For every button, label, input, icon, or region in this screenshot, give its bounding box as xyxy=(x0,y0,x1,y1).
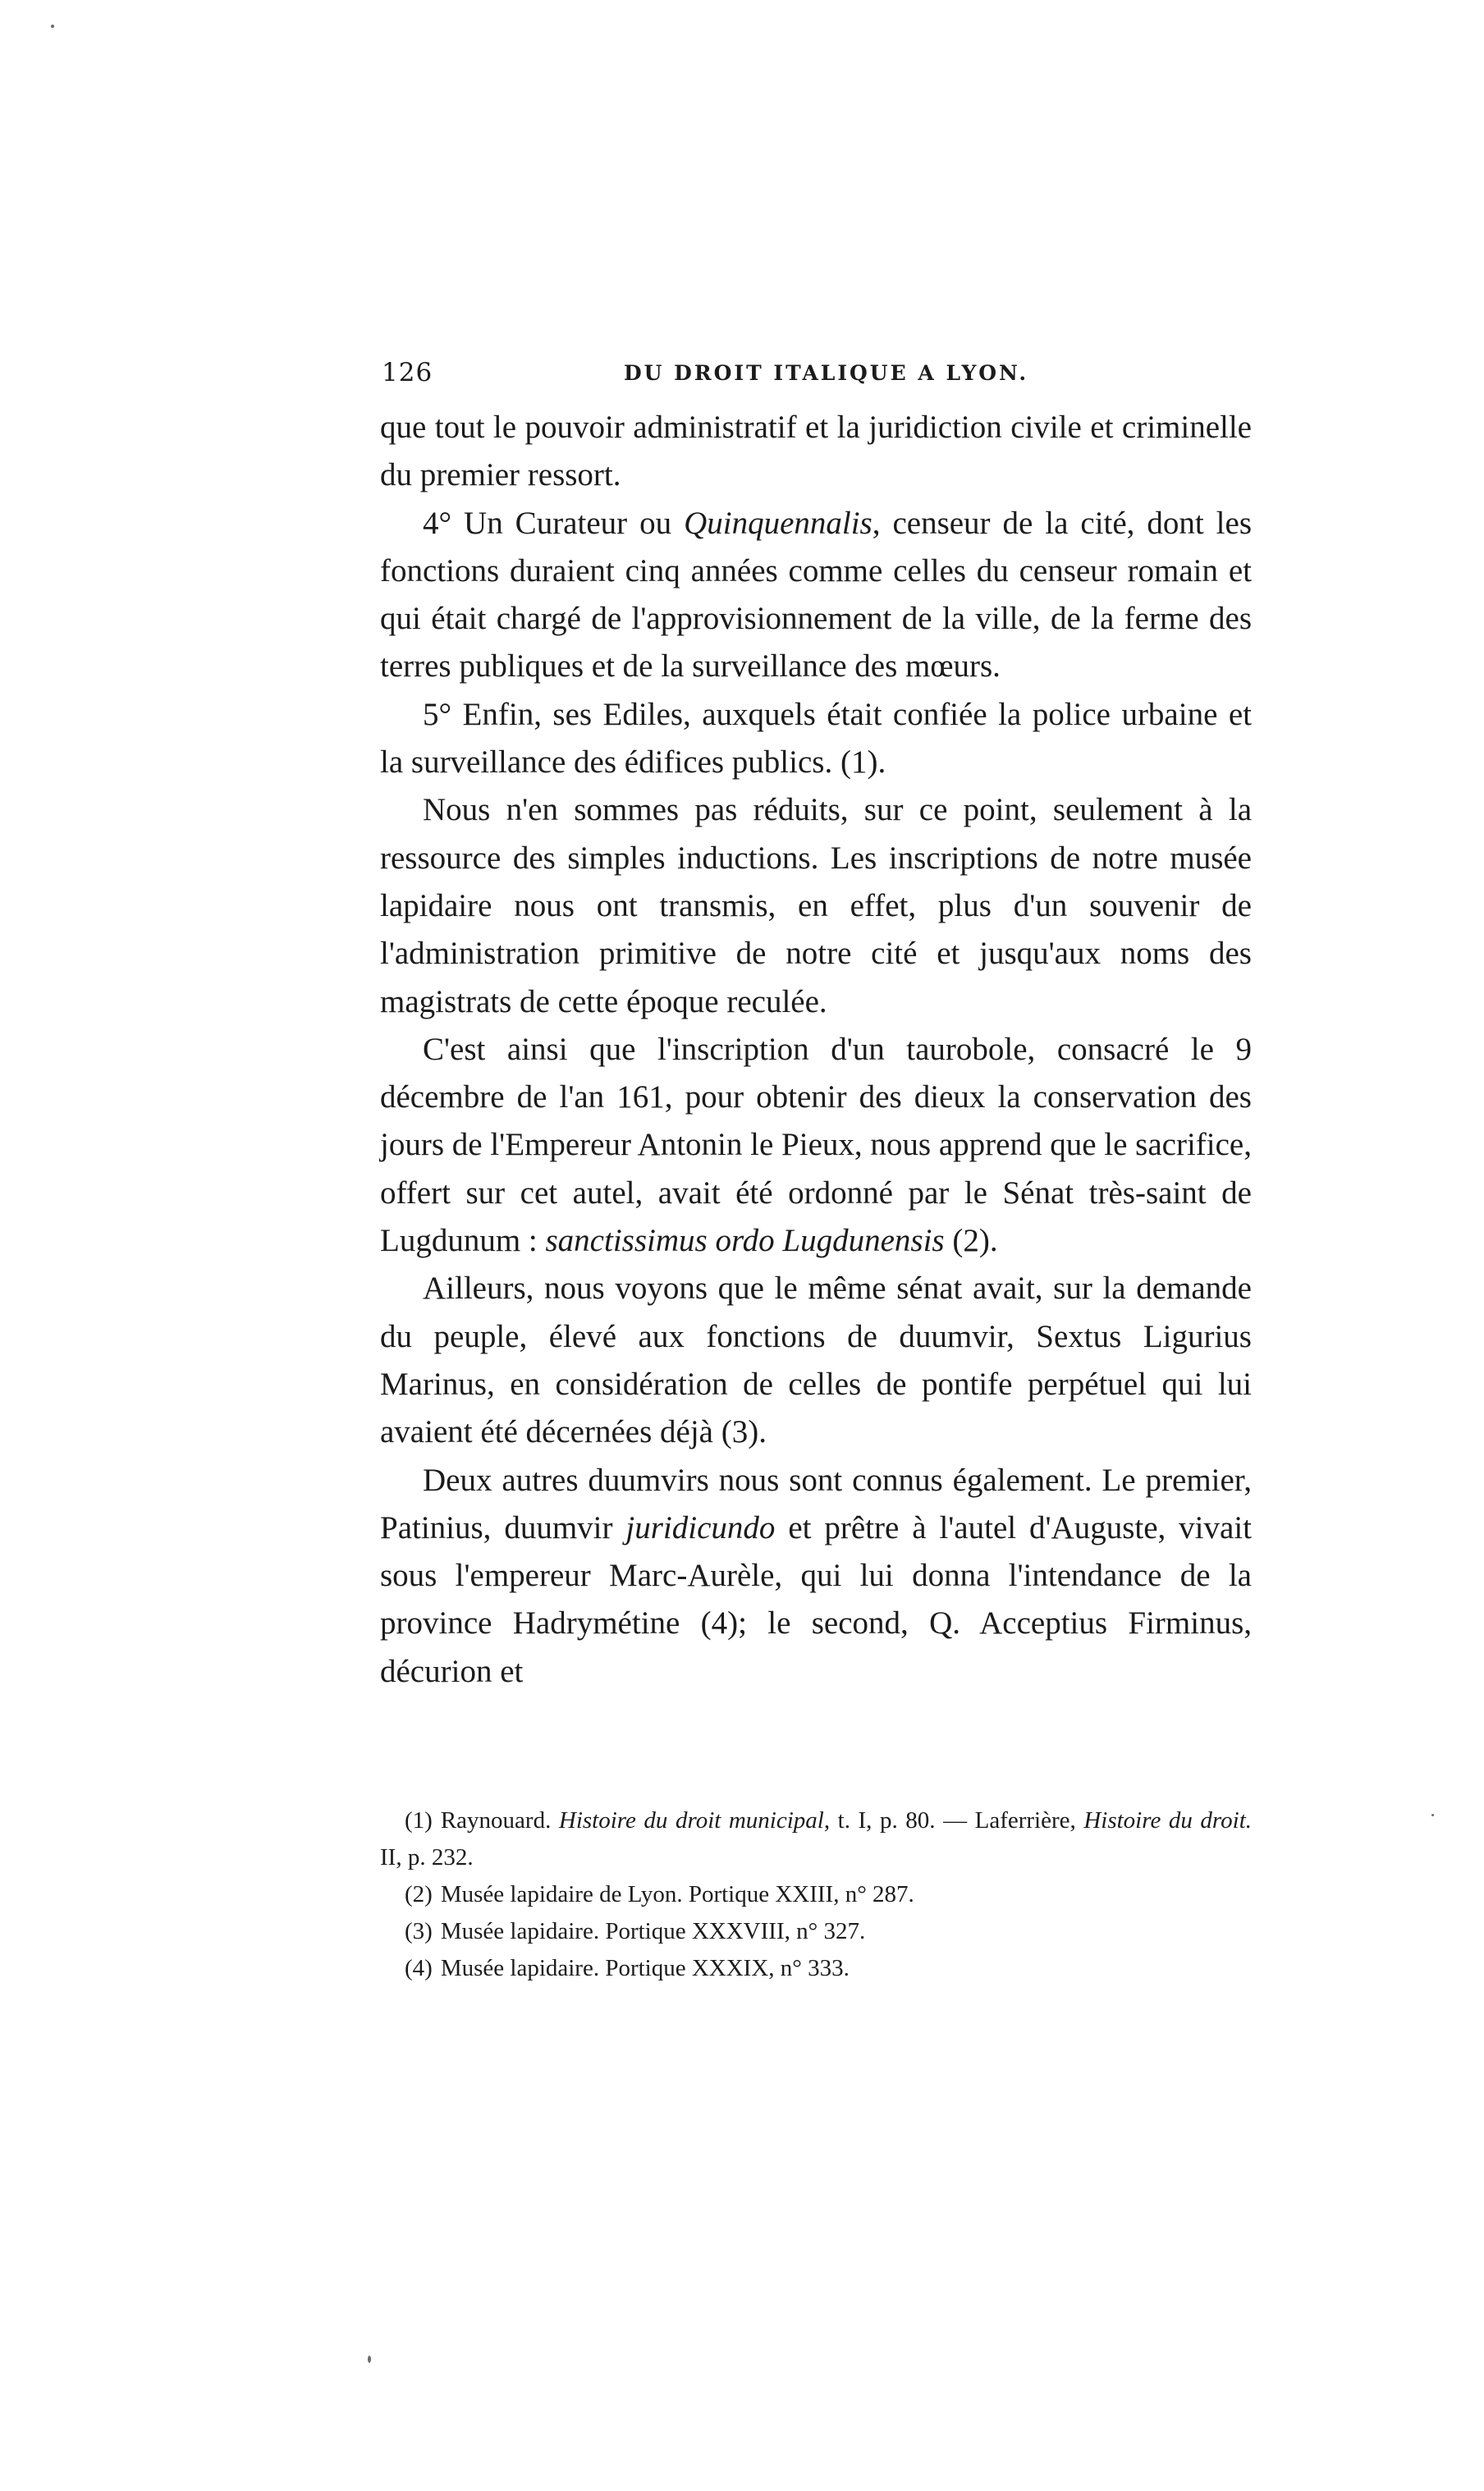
main-text xyxy=(380,404,1252,1696)
paragraph-7-end: et prêtre à l'autel d'Auguste, vivait sous l'empereur Marc-Aurèle, qui lui donna l'intendance de la province Hadrymétine (4); le second, Q. Acceptius Firminus, décurion et xyxy=(380,1509,1253,1689)
footnote-2 xyxy=(380,1876,1252,1913)
paragraph-5-italic: sanctissimus ordo Lugdunensis xyxy=(545,1223,945,1259)
paragraph-2-start: 4° Un Curateur ou xyxy=(423,505,685,541)
footnote-3-text: Musée lapidaire. Portique XXXVIII, n° 327. xyxy=(440,1918,866,1944)
scan-speck xyxy=(1431,1814,1434,1816)
paragraph-2 xyxy=(380,500,1252,691)
paragraph-5 xyxy=(380,1026,1252,1265)
paragraph-4: Nous n'en sommes pas réduits, sur ce point, seulement à la ressource des simples inductions. Les inscriptions de notre musée lapidaire nous ont transmis, en effet, plus d'un souvenir de l'administration primitive de notre cité et jusqu'aux noms des magistrats de cette époque reculée. xyxy=(380,792,1252,1019)
footnote-1-title-2: Histoire du droit. xyxy=(1083,1807,1253,1834)
footnote-1 xyxy=(380,1802,1252,1876)
paragraph-2-end: , censeur de la cité, dont les fonctions duraient cinq années comme celles du censeur romain et qui était chargé de l'approvisionnement de la ville, de la ferme des terres publiques et de la surveillance des mœurs. xyxy=(380,505,1252,685)
footnote-4-text: Musée lapidaire. Portique XXXIX, n° 333. xyxy=(440,1955,850,1981)
paragraph-7-start: Deux autres duumvirs nous sont connus également. Le premier, Patinius, duumvir xyxy=(380,1462,1252,1545)
footnote-4-marker: (4) xyxy=(405,1955,433,1981)
paragraph-3: 5° Enfin, ses Ediles, auxquels était confiée la police urbaine et la surveillance des édifices publics. (1). xyxy=(380,696,1252,781)
footnote-1-end: II, p. 232. xyxy=(380,1844,474,1871)
footnote-2-marker: (2) xyxy=(405,1881,433,1907)
paragraph-5-start: C'est ainsi que l'inscription d'un taurobole, consacré le 9 décembre de l'an 161, pour obtenir des dieux la conservation des jours de l'Empereur Antonin le Pieux, nous apprend que le sacrifice, offert sur cet autel, avait été ordonné par le Sénat très-saint de Lugdunum : xyxy=(380,1031,1252,1259)
paragraph-7 xyxy=(380,1457,1252,1696)
footnote-2-text: Musée lapidaire de Lyon. Portique XXIII, n° 287. xyxy=(440,1881,914,1907)
footnote-4 xyxy=(380,1950,1252,1987)
footnote-3 xyxy=(380,1913,1252,1950)
page-header xyxy=(382,358,1252,394)
footnote-1-title-1: Histoire du droit municipal xyxy=(558,1807,824,1834)
page-number: 126 xyxy=(382,358,433,387)
paragraph-1: que tout le pouvoir administratif et la juridiction civile et criminelle du premier ressort. xyxy=(380,410,1252,493)
footnote-1-author: Raynouard. xyxy=(440,1807,552,1834)
footnote-1-mid: , t. I, p. 80. — Laferrière, xyxy=(823,1807,1076,1834)
scan-speck xyxy=(51,25,54,28)
footnotes xyxy=(380,1802,1252,1987)
running-head: DU DROIT ITALIQUE A LYON. xyxy=(624,361,1029,385)
paragraph-2-italic: Quinquennalis xyxy=(684,505,873,541)
footnote-3-marker: (3) xyxy=(405,1918,433,1944)
paragraph-5-end: (2). xyxy=(944,1223,998,1259)
paragraph-7-italic: juridicundo xyxy=(625,1509,776,1545)
scan-speck xyxy=(368,2356,371,2363)
paragraph-6: Ailleurs, nous voyons que le même sénat avait, sur la demande du peuple, élevé aux fonctions de duumvir, Sextus Ligurius Marinus, en considération de celles de pontife perpétuel qui lui avaient été décernées déjà (3). xyxy=(380,1271,1252,1450)
footnote-1-marker: (1) xyxy=(405,1807,433,1834)
